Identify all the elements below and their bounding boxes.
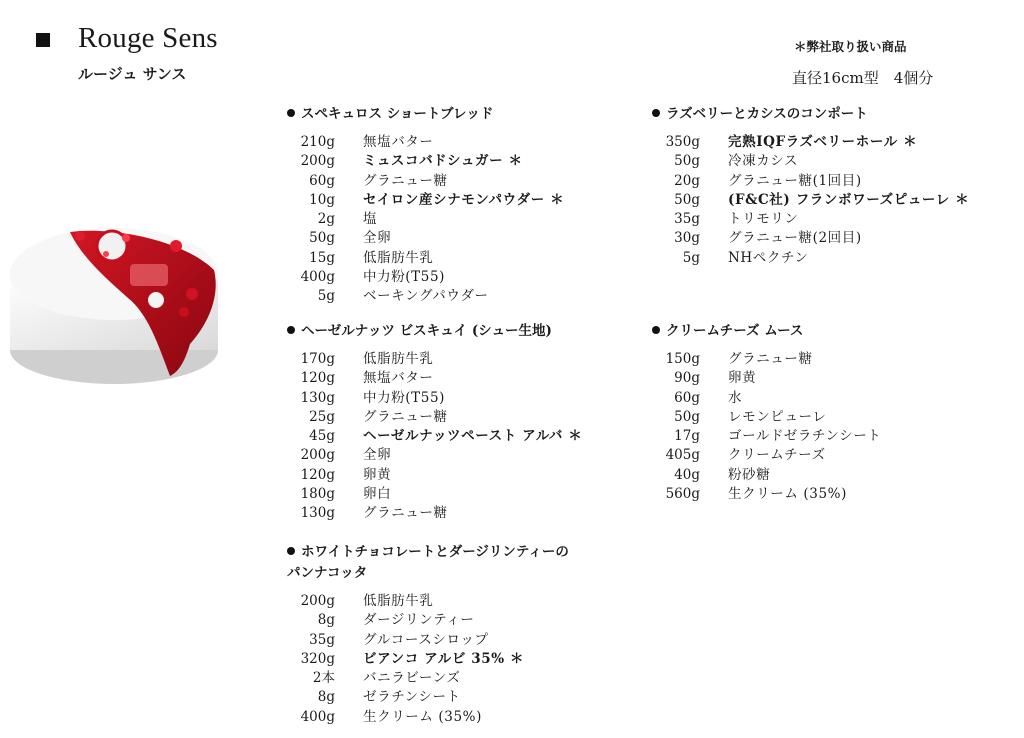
cake-photo xyxy=(8,214,220,390)
ingredient-row: 400g 中力粉(T55) xyxy=(300,269,446,286)
ingredient-row: 560g 生クリーム (35%) xyxy=(665,486,847,503)
ingredient-row: 90g 卵黄 xyxy=(674,370,757,387)
section-panna-cotta xyxy=(287,542,627,727)
section-raspberry-cassis-compote xyxy=(652,104,1012,268)
ingredient-row: 170g 低脂肪牛乳 xyxy=(300,351,434,367)
product-note: ＊弊社取り扱い商品 xyxy=(794,39,907,54)
section-title-continued: パンナコッタ xyxy=(287,565,368,581)
ingredient-row: 50g レモンピューレ xyxy=(674,408,827,425)
ingredient-row: 200g 低脂肪牛乳 xyxy=(300,593,434,609)
ingredient-row: 8g ゼラチンシート xyxy=(317,689,461,706)
ingredient-row: 8g ダージリンティー xyxy=(317,612,475,629)
ingredient-row: 15g 低脂肪牛乳 xyxy=(309,249,434,266)
ingredient-row: 5g ベーキングパウダー xyxy=(317,288,489,305)
section-title: ホワイトチョコレートとダージリンティーの xyxy=(287,542,627,563)
section-cream-cheese-mousse xyxy=(652,321,982,504)
section-title: ヘーゼルナッツ ビスキュイ (シュー生地) xyxy=(287,321,617,342)
ingredient-row: 150g グラニュー糖 xyxy=(665,351,813,367)
recipe-subtitle: ルージュ サンス xyxy=(78,65,187,83)
ingredient-row: 60g グラニュー糖 xyxy=(309,172,448,189)
ingredient-row: 180g 卵白 xyxy=(300,486,392,503)
ingredient-row: 130g グラニュー糖 xyxy=(300,505,448,522)
section-title: クリームチーズ ムース xyxy=(652,321,982,342)
cake-photo-icon xyxy=(8,214,220,390)
bullet-icon xyxy=(652,326,660,334)
section-hazelnut-biscuit xyxy=(287,321,617,524)
bullet-icon xyxy=(287,326,295,334)
ingredient-row: 120g 無塩バター xyxy=(300,370,434,387)
bullet-icon xyxy=(287,109,295,117)
ingredient-row: 25g グラニュー糖 xyxy=(309,408,448,425)
bullet-icon xyxy=(287,547,295,555)
section-title: スペキュロス ショートブレッド xyxy=(287,104,617,125)
ingredient-row: 50g 冷凍カシス xyxy=(674,153,799,170)
ingredient-row: 350g 完熟IQFラズベリーホール ＊ xyxy=(665,134,918,150)
ingredient-row: 200g 全卵 xyxy=(300,447,392,464)
section-title: ラズベリーとカシスのコンポート xyxy=(652,104,1012,125)
ingredient-row: 320g ビアンコ アルビ 35% ＊ xyxy=(300,650,525,667)
ingredient-row: 35g グルコースシロップ xyxy=(309,631,489,648)
mold-size: 直径16cm型 4個分 xyxy=(792,69,934,87)
section-speculoos-shortbread xyxy=(287,104,617,307)
title-row xyxy=(36,22,218,55)
ingredient-row: 10g セイロン産シナモンパウダー ＊ xyxy=(309,191,565,208)
ingredient-row: 50g (F&C社) フランボワーズピューレ ＊ xyxy=(674,191,970,208)
ingredient-row: 2g 塩 xyxy=(317,211,378,228)
ingredient-row: 5g NHペクチン xyxy=(682,249,809,266)
ingredient-row: 17g ゴールドゼラチンシート xyxy=(674,428,882,445)
bullet-icon xyxy=(652,109,660,117)
ingredient-row: 45g ヘーゼルナッツペースト アルバ ＊ xyxy=(309,428,583,445)
square-bullet-icon xyxy=(36,33,50,47)
ingredient-row: 50g 全卵 xyxy=(309,230,392,247)
ingredient-row: 400g 生クリーム (35%) xyxy=(300,708,482,725)
ingredient-row: 200g ミュスコバドシュガー ＊ xyxy=(300,153,523,170)
ingredient-row: 40g 粉砂糖 xyxy=(674,466,771,483)
ingredient-row: 120g 卵黄 xyxy=(300,466,392,483)
ingredient-row: 30g グラニュー糖(2回目) xyxy=(674,230,862,247)
ingredient-row: 405g クリームチーズ xyxy=(665,447,826,464)
ingredient-row: 60g 水 xyxy=(674,389,743,406)
ingredient-row: 2本 バニラビーンズ xyxy=(312,670,461,687)
ingredient-row: 130g 中力粉(T55) xyxy=(300,389,446,406)
ingredient-row: 210g 無塩バター xyxy=(300,134,434,150)
ingredient-row: 35g トリモリン xyxy=(674,211,799,228)
recipe-title: Rouge Sens xyxy=(78,22,218,54)
ingredient-row: 20g グラニュー糖(1回目) xyxy=(674,172,862,189)
